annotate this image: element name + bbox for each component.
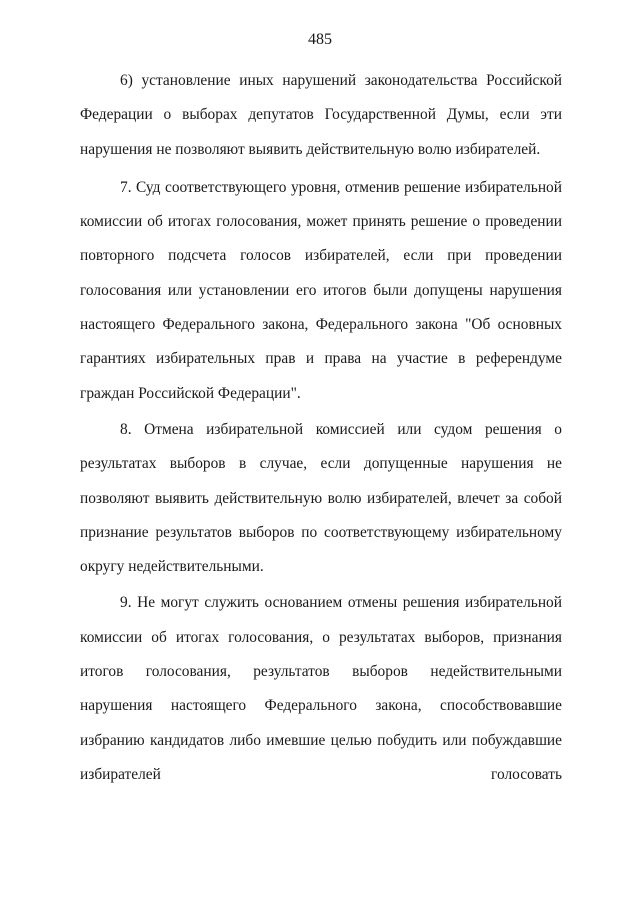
paragraph-point-8: 8. Отмена избирательной комиссией или судом решения о результатах выборов в случае, если допущенные нарушения не позволяют выявить действительную волю избирателей, влечет за собой признание результатов выборов по соответствующему избирательному округу недействительными.: [80, 420, 562, 576]
paragraph-item-6: 6) установление иных нарушений законодательства Российской Федерации о выборах депутатов Государственной Думы, если эти нарушения не позволяют выявить действительную волю избирателей.: [80, 72, 562, 158]
page-number: 485: [308, 31, 332, 48]
paragraph-point-7: 7. Суд соответствующего уровня, отменив решение избирательной комиссии об итогах голосования, может принять решение о проведении повторного подсчета голосов избирателей, если при проведении голосования или установлении его итогов были допущены нарушения настоящего Федерального закона, Федерального закона "Об основных гарантиях избирательных прав и права на участие в референдуме граждан Российской Федерации".: [80, 178, 562, 402]
paragraph-point-9: 9. Не могут служить основанием отмены решения избирательной комиссии об итогах голосования, о результатах выборов, признания итогов голосования, результатов выборов недействительными нарушения настоящего Федерального закона, способствовавшие избранию кандидатов либо имевшие целью побудить или побуждавшие избирателей голосовать: [80, 594, 562, 783]
document-body: [80, 64, 562, 792]
